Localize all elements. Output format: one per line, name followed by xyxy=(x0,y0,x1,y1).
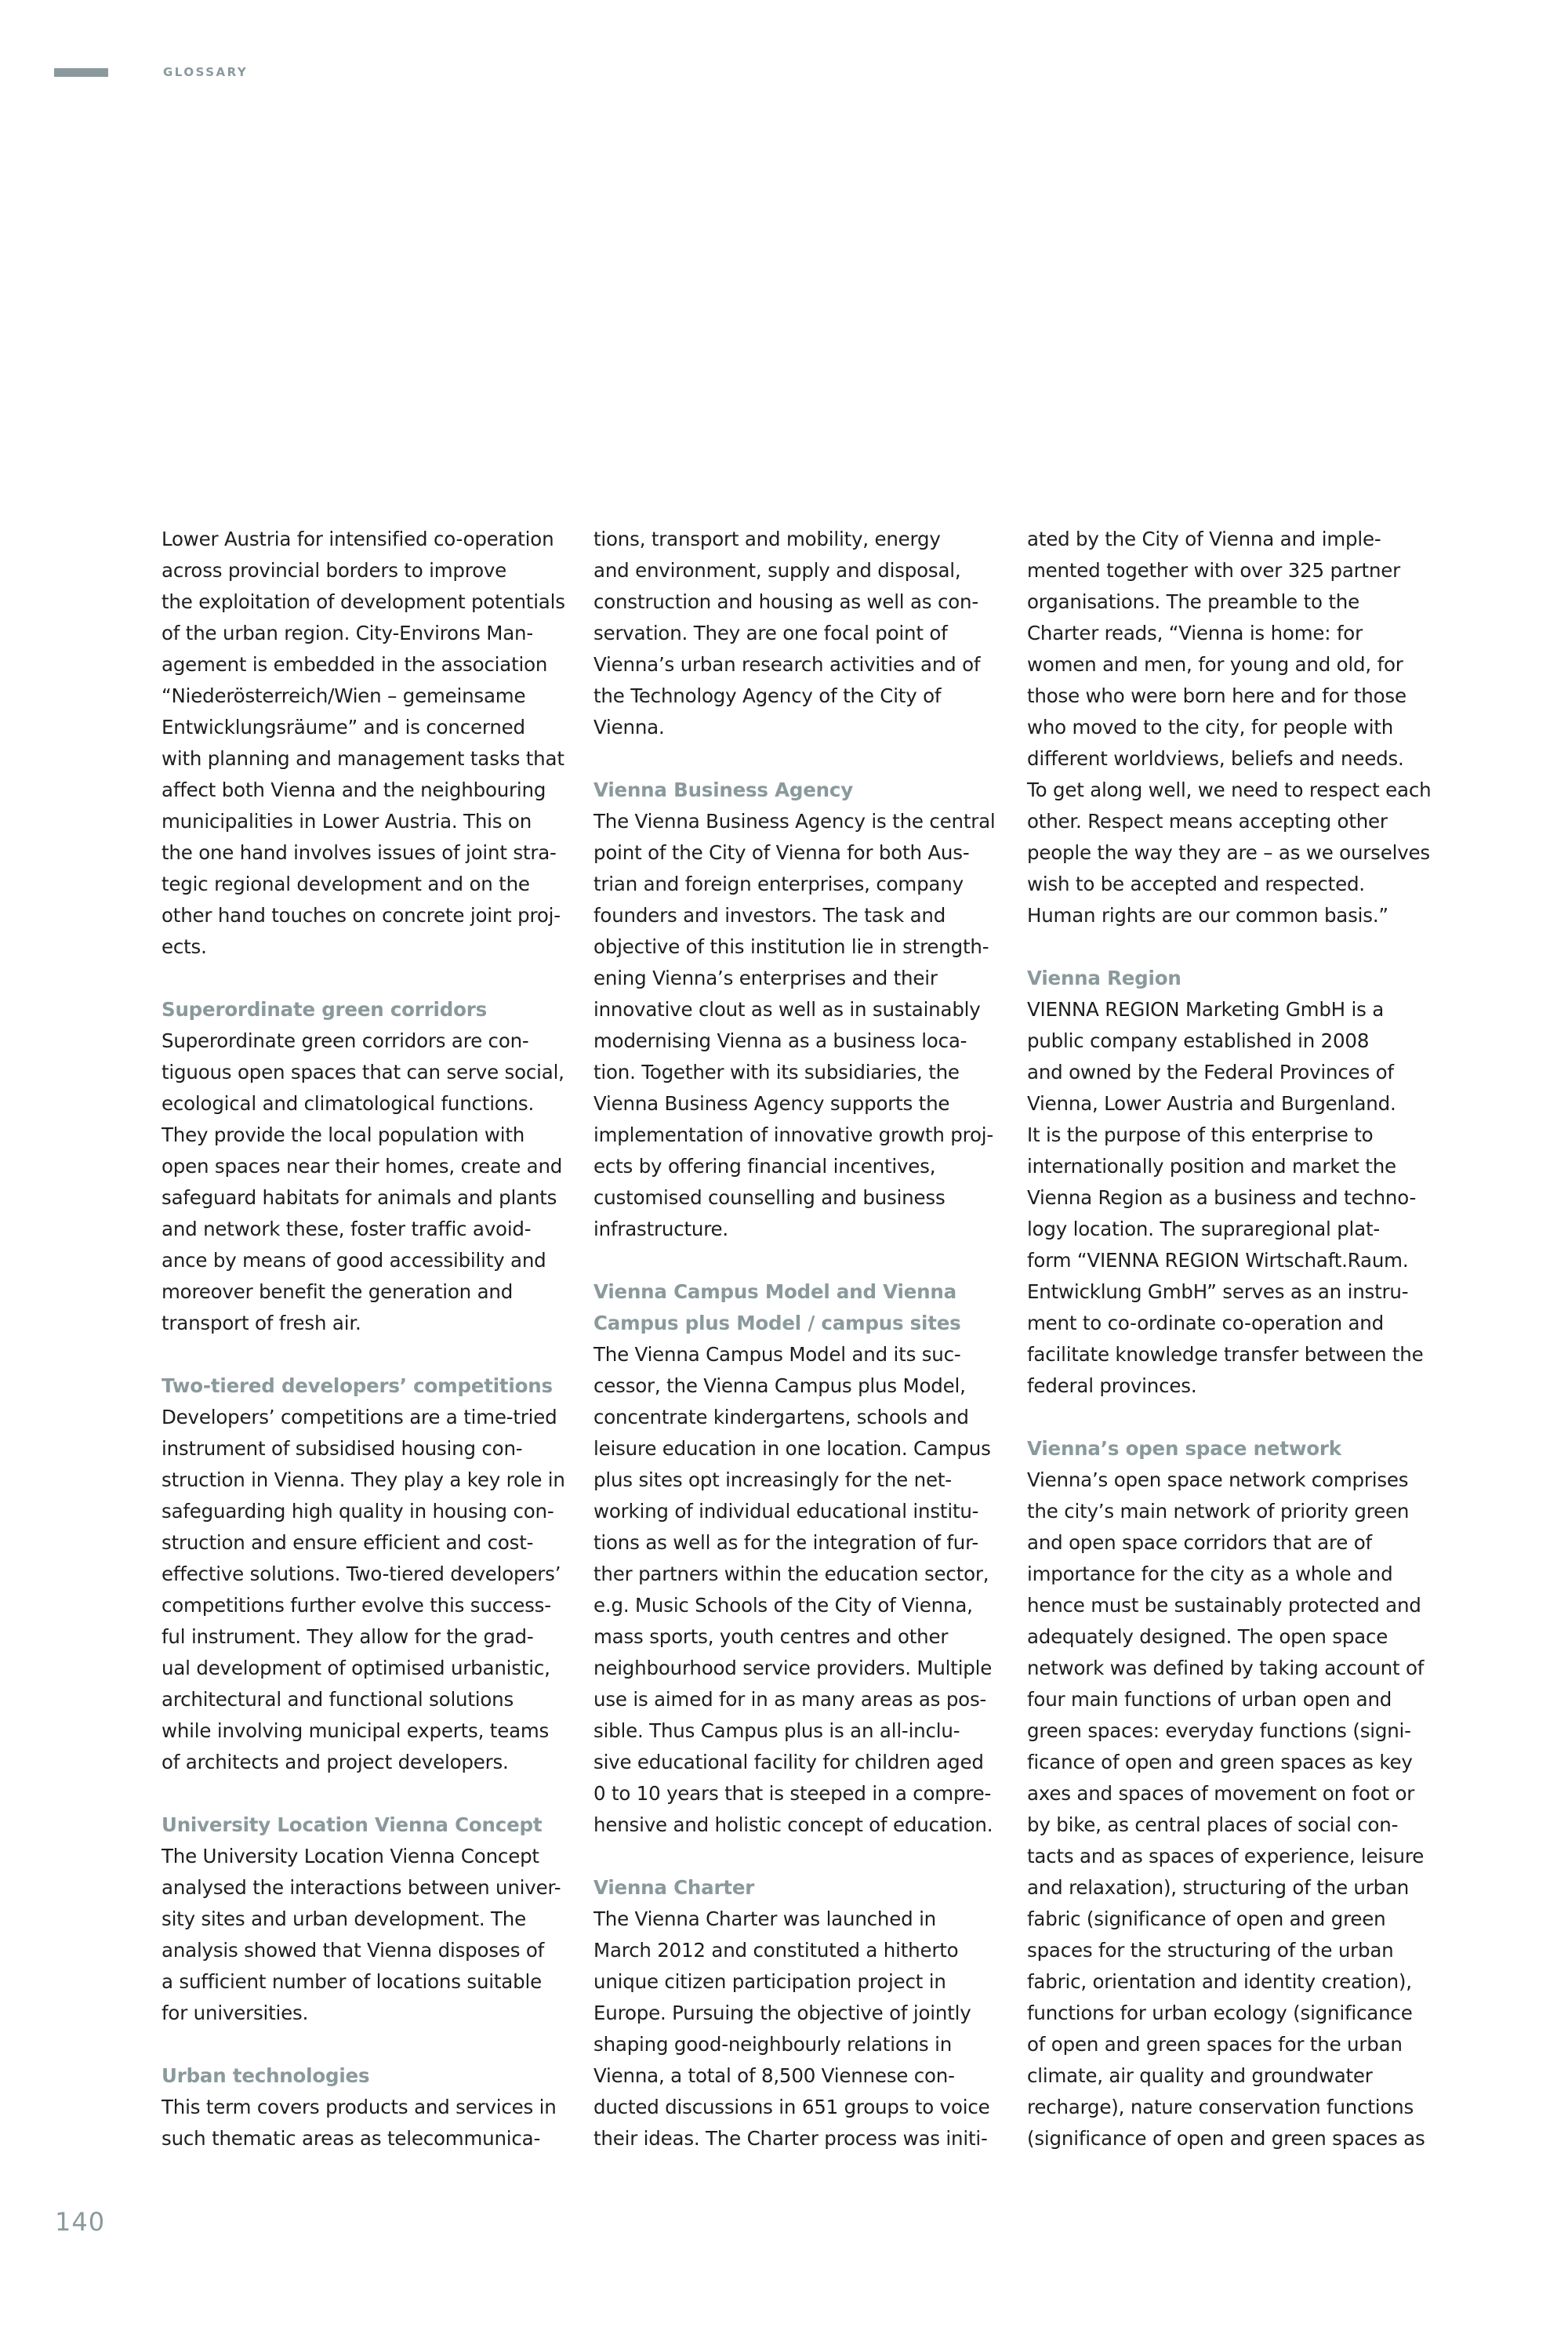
entry-heading: Two-tiered developers’ competitions xyxy=(162,1374,553,1397)
body-text-line: This term covers products and services in xyxy=(162,2096,557,2118)
body-text-line: municipalities in Lower Austria. This on xyxy=(162,810,532,833)
body-text-line: with planning and management tasks that xyxy=(162,747,564,770)
body-text-line: public company established in 2008 xyxy=(1027,1029,1370,1052)
body-text-line: e.g. Music Schools of the City of Vienna, xyxy=(593,1594,973,1617)
body-text-line: sity sites and urban development. The xyxy=(162,1907,526,1930)
body-text-line: while involving municipal experts, teams xyxy=(162,1719,550,1742)
body-text-line: a sufficient number of locations suitable xyxy=(162,1970,542,1993)
body-text-line: axes and spaces of movement on foot or xyxy=(1027,1782,1415,1805)
text-column-3 xyxy=(1027,524,1443,2186)
body-text-line: organisations. The preamble to the xyxy=(1027,590,1359,613)
body-text-line: tegic regional development and on the xyxy=(162,873,530,895)
body-text-line: safeguard habitats for animals and plants xyxy=(162,1186,557,1209)
text-column-1 xyxy=(162,524,577,2186)
body-text-line: implementation of innovative growth proj- xyxy=(593,1123,994,1146)
body-text-line: such thematic areas as telecommunica- xyxy=(162,2127,541,2150)
body-text-line: tiguous open spaces that can serve social, xyxy=(162,1061,564,1083)
body-text-line: Charter reads, “Vienna is home: for xyxy=(1027,622,1363,644)
body-text-line: recharge), nature conservation functions xyxy=(1027,2096,1414,2118)
body-text-line: They provide the local population with xyxy=(162,1123,525,1146)
body-text-line: wish to be accepted and respected. xyxy=(1027,873,1365,895)
body-text-line: safeguarding high quality in housing con- xyxy=(162,1500,554,1523)
body-text-line: ects. xyxy=(162,935,207,958)
entry-heading: Vienna Campus Model and Vienna xyxy=(593,1280,956,1303)
body-text-line: shaping good-neighbourly relations in xyxy=(593,2033,953,2056)
body-text-line: neighbourhood service providers. Multiple xyxy=(593,1657,993,1679)
glossary-entry xyxy=(593,1872,1009,2154)
body-text-line: and open space corridors that are of xyxy=(1027,1531,1372,1554)
body-text-line: “Niederösterreich/Wien – gemeinsame xyxy=(162,684,526,707)
body-text-line: by bike, as central places of social con- xyxy=(1027,1813,1399,1836)
entry-heading: Urban technologies xyxy=(162,2064,370,2087)
body-text-line: ducted discussions in 651 groups to voice xyxy=(593,2096,990,2118)
body-text-line: and environment, supply and disposal, xyxy=(593,559,961,582)
body-text-line: effective solutions. Two-tiered developers’ xyxy=(162,1563,561,1585)
body-text-line: sible. Thus Campus plus is an all-inclu- xyxy=(593,1719,960,1742)
body-text-line: The Vienna Campus Model and its suc- xyxy=(593,1343,961,1366)
body-text-line: ful instrument. They allow for the grad- xyxy=(162,1625,534,1648)
glossary-entry xyxy=(162,524,577,963)
body-text-line: people the way they are – as we ourselves xyxy=(1027,841,1430,864)
body-text-line: competitions further evolve this success- xyxy=(162,1594,551,1617)
body-text-line: the Technology Agency of the City of xyxy=(593,684,942,707)
body-text-line: point of the City of Vienna for both Aus- xyxy=(593,841,970,864)
body-text-line: Vienna’s urban research activities and of xyxy=(593,653,981,676)
body-text-line: construction and housing as well as con- xyxy=(593,590,978,613)
entry-heading: Campus plus Model / campus sites xyxy=(593,1312,961,1334)
body-text-line: ance by means of good accessibility and xyxy=(162,1249,546,1272)
body-text-line: customised counselling and business xyxy=(593,1186,946,1209)
body-text-line: infrastructure. xyxy=(593,1218,729,1240)
entry-heading: Vienna Business Agency xyxy=(593,779,853,801)
body-text-line: functions for urban ecology (significance xyxy=(1027,2002,1413,2024)
body-text-line: trian and foreign enterprises, company xyxy=(593,873,964,895)
body-text-line: The University Location Vienna Concept xyxy=(162,1845,539,1867)
body-text-line: VIENNA REGION Marketing GmbH is a xyxy=(1027,998,1385,1021)
body-text-line: modernising Vienna as a business loca- xyxy=(593,1029,967,1052)
body-text-line: plus sites opt increasingly for the net- xyxy=(593,1468,952,1491)
body-text-line: tions as well as for the integration of fur- xyxy=(593,1531,979,1554)
body-text-line: of the urban region. City-Environs Man- xyxy=(162,622,534,644)
body-text-line: Entwicklung GmbH” serves as an instru- xyxy=(1027,1280,1409,1303)
glossary-entry xyxy=(593,524,1009,743)
body-text-line: hence must be sustainably protected and xyxy=(1027,1594,1421,1617)
body-text-line: The Vienna Charter was launched in xyxy=(593,1907,936,1930)
body-text-line: Europe. Pursuing the objective of jointly xyxy=(593,2002,971,2024)
body-text-line: climate, air quality and groundwater xyxy=(1027,2064,1373,2087)
body-text-line: importance for the city as a whole and xyxy=(1027,1563,1393,1585)
body-text-line: agement is embedded in the association xyxy=(162,653,548,676)
body-text-line: logy location. The supraregional plat- xyxy=(1027,1218,1381,1240)
body-text-line: who moved to the city, for people with xyxy=(1027,716,1394,739)
body-text-line: ects by offering financial incentives, xyxy=(593,1155,936,1178)
body-text-line: ening Vienna’s enterprises and their xyxy=(593,967,938,989)
glossary-entry xyxy=(593,1276,1009,1841)
glossary-entry xyxy=(162,1809,577,2029)
body-text-line: ficance of open and green spaces as key xyxy=(1027,1751,1413,1773)
body-text-line: (significance of open and green spaces as xyxy=(1027,2127,1425,2150)
body-text-line: ecological and climatological functions. xyxy=(162,1092,535,1115)
body-text-line: tion. Together with its subsidiaries, the xyxy=(593,1061,960,1083)
body-text-line: of architects and project developers. xyxy=(162,1751,509,1773)
body-text-line: ated by the City of Vienna and imple- xyxy=(1027,528,1381,550)
body-text-line: spaces for the structuring of the urban xyxy=(1027,1939,1394,1962)
body-text-line: founders and investors. The task and xyxy=(593,904,946,927)
body-text-line: ther partners within the education sector, xyxy=(593,1563,989,1585)
body-text-line: Developers’ competitions are a time-tried xyxy=(162,1406,557,1428)
entry-heading: Vienna Region xyxy=(1027,967,1181,989)
entry-heading: University Location Vienna Concept xyxy=(162,1813,543,1836)
body-text-line: struction in Vienna. They play a key role in xyxy=(162,1468,565,1491)
body-text-line: of open and green spaces for the urban xyxy=(1027,2033,1403,2056)
body-text-line: Vienna, a total of 8,500 Viennese con- xyxy=(593,2064,955,2087)
body-text-line: and owned by the Federal Provinces of xyxy=(1027,1061,1394,1083)
body-text-line: ment to co-ordinate co-operation and xyxy=(1027,1312,1384,1334)
body-text-line: March 2012 and constituted a hitherto xyxy=(593,1939,959,1962)
body-text-line: green spaces: everyday functions (signi- xyxy=(1027,1719,1411,1742)
body-text-line: moreover benefit the generation and xyxy=(162,1280,514,1303)
body-text-line: fabric, orientation and identity creation), xyxy=(1027,1970,1412,1993)
body-text-line: unique citizen participation project in xyxy=(593,1970,946,1993)
body-text-line: Superordinate green corridors are con- xyxy=(162,1029,529,1052)
body-text-line: women and men, for young and old, for xyxy=(1027,653,1403,676)
body-text-line: concentrate kindergartens, schools and xyxy=(593,1406,969,1428)
body-text-line: open spaces near their homes, create and xyxy=(162,1155,563,1178)
body-text-line: innovative clout as well as in sustainably xyxy=(593,998,981,1021)
body-text-line: their ideas. The Charter process was initi- xyxy=(593,2127,988,2150)
body-text-line: struction and ensure efficient and cost- xyxy=(162,1531,534,1554)
glossary-entry xyxy=(1027,1433,1443,2154)
body-text-line: the city’s main network of priority green xyxy=(1027,1500,1410,1523)
body-text-line: Vienna’s open space network comprises xyxy=(1027,1468,1409,1491)
glossary-entry xyxy=(162,994,577,1339)
body-text-line: servation. They are one focal point of xyxy=(593,622,948,644)
body-text-line: The Vienna Business Agency is the central xyxy=(593,810,996,833)
header-accent-bar xyxy=(54,68,108,77)
body-text-line: hensive and holistic concept of education. xyxy=(593,1813,993,1836)
body-text-line: analysis showed that Vienna disposes of xyxy=(162,1939,545,1962)
body-text-line: and relaxation), structuring of the urban xyxy=(1027,1876,1410,1899)
body-text-line: the one hand involves issues of joint stra- xyxy=(162,841,557,864)
glossary-entry xyxy=(593,775,1009,1245)
entry-heading: Superordinate green corridors xyxy=(162,998,487,1021)
body-text-line: tacts and as spaces of experience, leisure xyxy=(1027,1845,1425,1867)
body-text-line: fabric (significance of open and green xyxy=(1027,1907,1386,1930)
body-text-line: architectural and functional solutions xyxy=(162,1688,514,1711)
body-text-line: those who were born here and for those xyxy=(1027,684,1406,707)
body-text-line: To get along well, we need to respect each xyxy=(1027,779,1432,801)
body-text-line: network was defined by taking account of xyxy=(1027,1657,1425,1679)
body-text-line: other hand touches on concrete joint proj- xyxy=(162,904,561,927)
body-text-line: internationally position and market the xyxy=(1027,1155,1396,1178)
body-text-line: four main functions of urban open and xyxy=(1027,1688,1392,1711)
body-text-line: 0 to 10 years that is steeped in a compre- xyxy=(593,1782,992,1805)
body-text-line: Human rights are our common basis.” xyxy=(1027,904,1388,927)
body-text-line: use is aimed for in as many areas as pos- xyxy=(593,1688,987,1711)
body-text-line: the exploitation of development potentials xyxy=(162,590,565,613)
body-text-line: objective of this institution lie in strength- xyxy=(593,935,989,958)
body-text-line: tions, transport and mobility, energy xyxy=(593,528,941,550)
body-text-line: mass sports, youth centres and other xyxy=(593,1625,949,1648)
body-text-line: federal provinces. xyxy=(1027,1374,1197,1397)
body-text-line: other. Respect means accepting other xyxy=(1027,810,1388,833)
body-text-line: working of individual educational institu- xyxy=(593,1500,979,1523)
body-text-line: Vienna Region as a business and techno- xyxy=(1027,1186,1417,1209)
entry-heading: Vienna Charter xyxy=(593,1876,755,1899)
body-text-line: ual development of optimised urbanistic, xyxy=(162,1657,550,1679)
body-text-line: Vienna, Lower Austria and Burgenland. xyxy=(1027,1092,1396,1115)
body-text-line: for universities. xyxy=(162,2002,309,2024)
glossary-entry xyxy=(1027,524,1443,931)
page-number: 140 xyxy=(55,2207,106,2237)
body-text-line: Vienna. xyxy=(593,716,665,739)
body-text-line: form “VIENNA REGION Wirtschaft.Raum. xyxy=(1027,1249,1409,1272)
body-text-line: Entwicklungsräume” and is concerned xyxy=(162,716,525,739)
body-text-line: Lower Austria for intensified co-operation xyxy=(162,528,554,550)
body-text-line: instrument of subsidised housing con- xyxy=(162,1437,523,1460)
body-text-line: and network these, foster traffic avoid- xyxy=(162,1218,532,1240)
body-text-line: cessor, the Vienna Campus plus Model, xyxy=(593,1374,966,1397)
glossary-entry xyxy=(1027,963,1443,1402)
text-column-2 xyxy=(593,524,1009,2186)
glossary-entry xyxy=(162,2060,577,2154)
glossary-entry xyxy=(162,1370,577,1778)
body-text-line: adequately designed. The open space xyxy=(1027,1625,1388,1648)
body-text-line: across provincial borders to improve xyxy=(162,559,507,582)
section-label: GLOSSARY xyxy=(163,65,249,79)
body-text-line: It is the purpose of this enterprise to xyxy=(1027,1123,1374,1146)
body-text-line: facilitate knowledge transfer between the xyxy=(1027,1343,1424,1366)
body-text-line: leisure education in one location. Campus xyxy=(593,1437,991,1460)
body-text-line: mented together with over 325 partner xyxy=(1027,559,1401,582)
body-text-line: affect both Vienna and the neighbouring xyxy=(162,779,546,801)
body-text-line: transport of fresh air. xyxy=(162,1312,361,1334)
body-text-line: analysed the interactions between univer- xyxy=(162,1876,561,1899)
body-text-line: sive educational facility for children aged xyxy=(593,1751,984,1773)
body-text-line: Vienna Business Agency supports the xyxy=(593,1092,950,1115)
entry-heading: Vienna’s open space network xyxy=(1027,1437,1341,1460)
body-text-line: different worldviews, beliefs and needs. xyxy=(1027,747,1404,770)
